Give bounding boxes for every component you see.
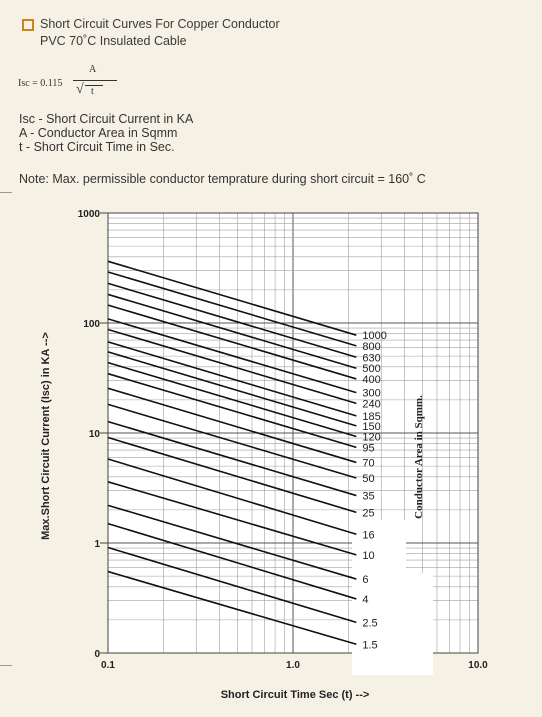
legend-title-box (406, 573, 433, 675)
y-tick-label: 1 (94, 539, 100, 550)
x-axis-label: Short Circuit Time Sec (t) --> (220, 689, 370, 701)
series-label-500: 500 (362, 363, 381, 376)
formula (18, 64, 138, 104)
definitions (19, 112, 193, 154)
definition-time: t - Short Circuit Time in Sec. (19, 140, 175, 154)
bullet-icon (22, 19, 34, 31)
series-label-35: 35 (362, 490, 375, 503)
series-label-70: 70 (362, 457, 375, 470)
series-label-4: 4 (362, 593, 369, 606)
definition-isc: Isc - Short Circuit Current in KA (19, 112, 194, 126)
formula-denominator: t (91, 86, 94, 97)
series-label-1_5: 1.5 (362, 639, 378, 652)
short-circuit-chart (0, 195, 542, 675)
series-label-6: 6 (362, 574, 369, 587)
series-label-630: 630 (362, 352, 381, 365)
x-tick-label: 10.0 (468, 660, 488, 671)
series-label-150: 150 (362, 420, 381, 433)
series-label-185: 185 (362, 410, 381, 423)
y-tick-label: 100 (83, 319, 100, 330)
series-label-120: 120 (362, 431, 381, 444)
y-tick-label: 1000 (77, 209, 100, 220)
y-tick-label: 0 (94, 649, 100, 660)
chart-title: Short Circuit Curves For Copper Conductor (40, 17, 280, 31)
divider-top (0, 192, 12, 193)
formula-fraction-bar (73, 80, 117, 81)
series-label-1000: 1000 (362, 330, 387, 343)
series-label-16: 16 (362, 529, 375, 542)
series-label-300: 300 (362, 387, 381, 400)
x-tick-label: 1.0 (286, 660, 300, 671)
series-label-50: 50 (362, 472, 375, 485)
series-label-25: 25 (362, 507, 375, 520)
y-tick-label: 10 (88, 429, 100, 440)
series-label-800: 800 (362, 340, 381, 353)
formula-lhs: Isc = 0.115 (18, 78, 63, 89)
legend-title: Conductor Area in Sqmm. (413, 395, 425, 519)
chart-subtitle: PVC 70˚C Insulated Cable (40, 34, 187, 48)
series-label-240: 240 (362, 398, 381, 411)
series-label-400: 400 (362, 373, 381, 386)
sqrt-bar (85, 85, 103, 86)
legend-panel (352, 520, 406, 675)
series-label-2_5: 2.5 (362, 617, 378, 630)
formula-numerator: A (89, 64, 97, 75)
y-axis-label: Max.Short Circuit Current (Isc) in KA --> (40, 332, 52, 540)
note-text: Note: Max. permissible conductor temprature during short circuit = 160˚ C (19, 172, 426, 186)
sqrt-icon: √ (76, 82, 84, 97)
definition-area: A - Conductor Area in Sqmm (19, 126, 178, 140)
series-label-95: 95 (362, 442, 375, 455)
series-label-10: 10 (362, 549, 375, 562)
x-tick-label: 0.1 (101, 660, 115, 671)
